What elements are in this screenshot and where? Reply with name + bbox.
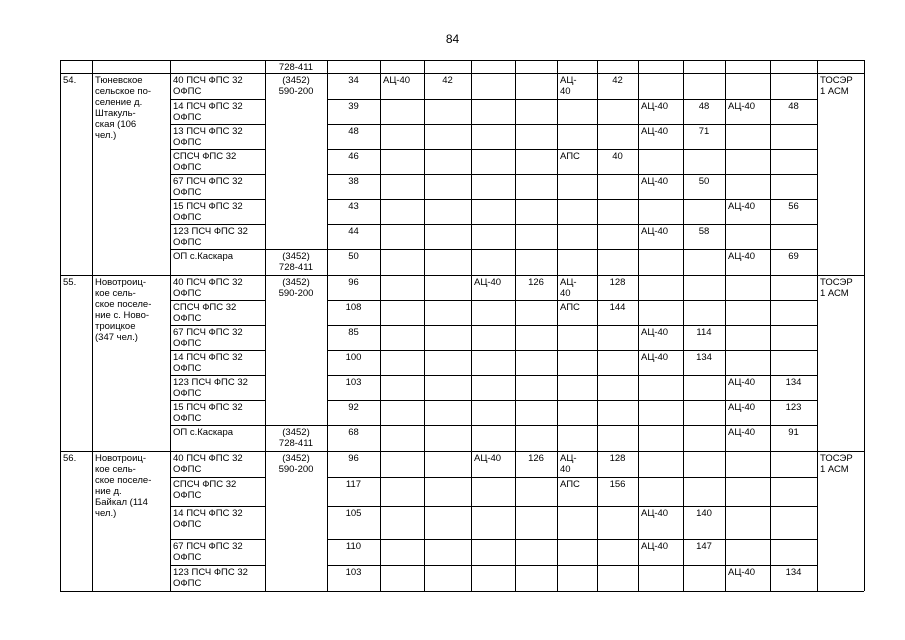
row-divider <box>327 375 817 376</box>
row-divider <box>170 350 265 351</box>
distance-value: 96 <box>348 453 359 464</box>
fire-unit-name: СПСЧ ФПС 32 ОФПС <box>173 479 237 501</box>
arrival-time: 123 <box>785 402 802 413</box>
fire-unit-name: 123 ПСЧ ФПС 32 ОФПС <box>173 226 248 248</box>
vehicle-type: АЦ-40 <box>728 427 756 438</box>
row-divider <box>327 124 817 125</box>
vehicle-type: АЦ-40 <box>641 327 669 338</box>
row-divider <box>170 506 265 507</box>
distance-value: 85 <box>348 327 359 338</box>
row-divider <box>170 425 265 426</box>
row-divider <box>327 300 817 301</box>
column-divider <box>92 60 93 591</box>
arrival-time: 56 <box>788 201 799 212</box>
fire-unit-name: ОП с.Каскара <box>173 427 234 438</box>
distance-value: 44 <box>348 226 359 237</box>
arrival-time: 156 <box>609 479 626 490</box>
note-text: ТОСЭР 1 АСМ <box>820 453 853 475</box>
row-divider <box>170 199 265 200</box>
row-divider <box>170 300 265 301</box>
arrival-time: 144 <box>609 302 626 313</box>
note-text: ТОСЭР 1 АСМ <box>820 277 853 299</box>
arrival-time: 114 <box>696 327 712 338</box>
row-divider <box>327 249 817 250</box>
distance-value: 96 <box>348 277 359 288</box>
arrival-time: 140 <box>696 508 712 519</box>
distance-value: 108 <box>345 302 362 313</box>
row-divider <box>265 249 327 250</box>
fire-unit-name: 14 ПСЧ ФПС 32 ОФПС <box>173 508 243 530</box>
row-divider <box>170 174 265 175</box>
vehicle-type: АЦ-40 <box>641 126 669 137</box>
row-number: 54. <box>63 75 77 86</box>
row-divider <box>327 425 817 426</box>
vehicle-type: АЦ-40 <box>383 75 411 86</box>
distance-value: 39 <box>348 101 359 112</box>
row-divider <box>170 325 265 326</box>
row-divider <box>327 149 817 150</box>
distance-value: 46 <box>348 151 359 162</box>
column-divider <box>864 60 865 591</box>
vehicle-type: АЦ-40 <box>728 567 756 578</box>
vehicle-type: АЦ-40 <box>474 277 502 288</box>
vehicle-type: АЦ-40 <box>641 508 669 519</box>
row-divider <box>60 275 864 276</box>
distance-value: 50 <box>348 251 359 262</box>
fire-unit-name: 67 ПСЧ ФПС 32 ОФПС <box>173 327 243 349</box>
arrival-time: 48 <box>698 101 710 112</box>
row-divider <box>170 565 265 566</box>
row-divider <box>170 375 265 376</box>
vehicle-type: АЦ-40 <box>474 453 502 464</box>
row-divider <box>327 99 817 100</box>
fire-unit-name: 40 ПСЧ ФПС 32 ОФПС <box>173 277 243 299</box>
fire-unit-name: 14 ПСЧ ФПС 32 ОФПС <box>173 101 243 123</box>
arrival-time: 42 <box>442 75 453 86</box>
row-divider <box>170 224 265 225</box>
distance-value: 100 <box>345 352 362 363</box>
row-divider <box>327 565 817 566</box>
arrival-time: 128 <box>609 453 626 464</box>
row-divider <box>170 99 265 100</box>
vehicle-type: АЦ-40 <box>728 402 756 413</box>
row-divider <box>60 591 864 592</box>
row-divider <box>327 325 817 326</box>
row-divider <box>60 60 864 61</box>
fire-unit-name: СПСЧ ФПС 32 ОФПС <box>173 151 237 173</box>
vehicle-type: АПС <box>560 151 580 162</box>
distance-value: 68 <box>348 427 359 438</box>
unit-phone: (3452) 728-411 <box>278 427 314 449</box>
column-divider <box>265 60 266 591</box>
arrival-time: 134 <box>696 352 712 363</box>
row-divider <box>265 425 327 426</box>
row-divider <box>327 350 817 351</box>
fire-unit-name: ОП с.Каскара <box>173 251 234 262</box>
arrival-time: 71 <box>698 126 710 137</box>
row-divider <box>327 199 817 200</box>
arrival-time: 58 <box>698 226 710 237</box>
vehicle-type: АЦ-40 <box>728 101 756 112</box>
fire-unit-name: 40 ПСЧ ФПС 32 ОФПС <box>173 75 243 97</box>
distance-value: 103 <box>345 377 362 388</box>
arrival-time: 134 <box>785 567 802 578</box>
arrival-time: 42 <box>612 75 623 86</box>
arrival-time: 134 <box>785 377 802 388</box>
row-divider <box>327 174 817 175</box>
distance-value: 92 <box>348 402 359 413</box>
unit-phone: (3452) 590-200 <box>278 453 314 475</box>
vehicle-type: АЦ-40 <box>641 352 669 363</box>
row-divider <box>170 539 265 540</box>
vehicle-type: АЦ- 40 <box>560 277 577 299</box>
note-text: ТОСЭР 1 АСМ <box>820 75 853 97</box>
fire-unit-name: 123 ПСЧ ФПС 32 ОФПС <box>173 567 248 589</box>
settlement-name: Тюневское сельское по- селение д. Штакуль- ская (106 чел.) <box>95 75 152 141</box>
row-divider <box>327 539 817 540</box>
vehicle-type: АЦ-40 <box>728 377 756 388</box>
fire-unit-name: 40 ПСЧ ФПС 32 ОФПС <box>173 453 243 475</box>
column-divider <box>60 60 61 591</box>
distance-value: 110 <box>345 541 362 552</box>
vehicle-type: АПС <box>560 302 580 313</box>
row-divider <box>327 477 817 478</box>
fire-unit-name: 14 ПСЧ ФПС 32 ОФПС <box>173 352 243 374</box>
distance-value: 34 <box>348 75 359 86</box>
row-divider <box>170 477 265 478</box>
page-number: 84 <box>445 32 460 46</box>
vehicle-type: АЦ-40 <box>641 541 669 552</box>
row-number: 55. <box>63 277 77 288</box>
vehicle-type: АПС <box>560 479 580 490</box>
fire-unit-name: 67 ПСЧ ФПС 32 ОФПС <box>173 176 243 198</box>
distance-value: 43 <box>348 201 359 212</box>
arrival-time: 126 <box>528 277 544 288</box>
vehicle-type: АЦ- 40 <box>560 453 577 475</box>
row-divider <box>327 400 817 401</box>
arrival-time: 126 <box>528 453 544 464</box>
arrival-time: 50 <box>698 176 710 187</box>
unit-phone: (3452) 590-200 <box>278 75 314 97</box>
arrival-time: 40 <box>612 151 623 162</box>
row-divider <box>60 73 864 74</box>
arrival-time: 128 <box>609 277 626 288</box>
vehicle-type: АЦ- 40 <box>560 75 577 97</box>
vehicle-type: АЦ-40 <box>641 101 669 112</box>
vehicle-type: АЦ-40 <box>728 201 756 212</box>
distance-value: 103 <box>345 567 362 578</box>
distance-value: 105 <box>345 508 362 519</box>
fire-unit-name: 123 ПСЧ ФПС 32 ОФПС <box>173 377 248 399</box>
distance-value: 38 <box>348 176 359 187</box>
row-divider <box>170 249 265 250</box>
arrival-time: 69 <box>788 251 799 262</box>
unit-phone: (3452) 590-200 <box>278 277 314 299</box>
row-number: 56. <box>63 453 77 464</box>
fire-unit-name: 67 ПСЧ ФПС 32 ОФПС <box>173 541 243 563</box>
arrival-time: 48 <box>788 101 799 112</box>
fire-unit-name: 15 ПСЧ ФПС 32 ОФПС <box>173 201 243 223</box>
distance-value: 117 <box>345 479 362 490</box>
settlement-name: Новотроиц- кое сель- ское поселе- ние д. Байкал (114 чел.) <box>95 453 152 519</box>
row-divider <box>170 124 265 125</box>
row-divider <box>170 149 265 150</box>
arrival-time: 91 <box>788 427 799 438</box>
fire-unit-name: 15 ПСЧ ФПС 32 ОФПС <box>173 402 243 424</box>
row-divider <box>327 224 817 225</box>
fire-unit-name: СПСЧ ФПС 32 ОФПС <box>173 302 237 324</box>
vehicle-type: АЦ-40 <box>728 251 756 262</box>
row-divider <box>170 400 265 401</box>
fire-unit-name: 13 ПСЧ ФПС 32 ОФПС <box>173 126 243 148</box>
settlement-name: Новотроиц- кое сель- ское поселе- ние с. Ново- троицкое (347 чел.) <box>95 277 152 343</box>
arrival-time: 147 <box>696 541 712 552</box>
distance-value: 48 <box>348 126 359 137</box>
row-divider <box>327 506 817 507</box>
row-divider <box>60 451 864 452</box>
column-divider <box>817 60 818 591</box>
vehicle-type: АЦ-40 <box>641 226 669 237</box>
vehicle-type: АЦ-40 <box>641 176 669 187</box>
unit-phone: (3452) 728-411 <box>278 251 314 273</box>
phone-continued: 728-411 <box>278 62 314 73</box>
